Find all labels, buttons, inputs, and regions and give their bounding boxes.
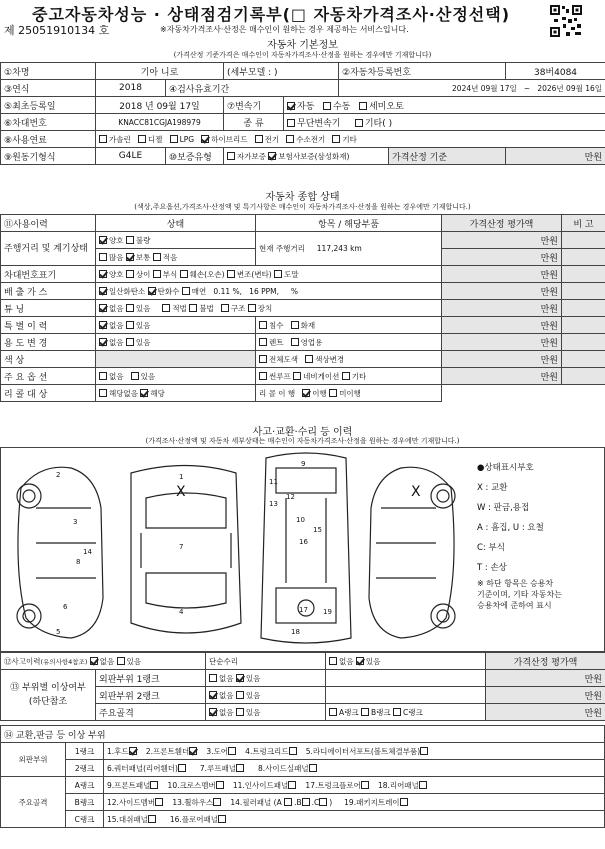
tuning-label: 튜 닝 [1,300,96,317]
note-color [562,351,605,368]
note-usage [562,334,605,351]
outer2-none-checkbox[interactable] [209,691,217,699]
h-item: 항목 / 해당부품 [256,215,442,232]
recall-history: 리 콜 이 행 이행 미이행 [256,385,442,402]
hc-checkbox[interactable] [148,287,156,295]
part-number: 17 [299,606,308,614]
trans-cvt-checkbox[interactable] [287,119,295,127]
basic-info-table [0,62,605,165]
legend-item: W : 판금,용접 [477,503,530,513]
engine: G4LE [96,148,166,165]
warranty-self-checkbox[interactable] [227,152,235,160]
part-6-checkbox[interactable] [178,764,186,772]
tuning-options: 없음 있음 적법 불법 구조 장치 [96,300,442,317]
transmission-options-2: 무단변속기 기타( ) [284,114,605,131]
full-paint-checkbox[interactable] [259,355,267,363]
color-state [96,351,256,368]
note-option [562,368,605,385]
part-number: 1 [179,473,184,481]
tuning-exist-checkbox[interactable] [126,304,134,312]
trans-manual-checkbox[interactable] [323,102,331,110]
legend-item: A : 흠집, U : 요철 [477,523,544,533]
price-meter: 만원 [442,232,562,249]
meter-good-checkbox[interactable] [99,236,107,244]
note-vin [562,266,605,283]
engine-label: ⑨원동기형식 [1,148,96,165]
vin-mark-label: 차대번호표기 [1,266,96,283]
accident-table-section [0,652,605,721]
pillar-c-checkbox[interactable] [319,798,327,806]
option-state: 없음 있음 [96,368,256,385]
tuning-illegal-checkbox[interactable] [189,304,197,312]
damage-mark-top: X [176,484,186,500]
part-1-checkbox[interactable] [129,747,137,755]
meter-state: 양호 불량 [96,232,256,249]
usage-items: 렌트 영업용 [256,334,442,351]
flood-checkbox[interactable] [259,321,267,329]
vin: KNACC81CGJA198979 [96,114,224,131]
legend-note: ※ 하단 항목은 승용차 [477,579,554,588]
note-special [562,317,605,334]
rank2-items: 6.쿼터패널(리어휀더) 7.루프패널 8.사이드실패널 [104,760,605,777]
part-11-checkbox[interactable] [288,781,296,789]
basic-info-title: 자동차 기본정보 [267,40,338,51]
tuning-device-checkbox[interactable] [248,304,256,312]
transmission-options: 자동 수동 세미오토 [284,97,605,114]
part-17-checkbox[interactable] [361,781,369,789]
fuel-hydrogen-checkbox[interactable] [286,135,294,143]
special-none-checkbox[interactable] [99,321,107,329]
part-number: 4 [179,608,184,616]
option-etc-checkbox[interactable] [342,372,350,380]
rankA-label: A랭크 [66,777,104,794]
history-exist-checkbox[interactable] [117,657,125,665]
b-rank-checkbox[interactable] [361,708,369,716]
part-number: 14 [83,548,92,556]
vin-alter-checkbox[interactable] [227,270,235,278]
part-number: 10 [296,516,305,524]
part-number: 5 [56,628,61,636]
mileage-normal-checkbox[interactable] [126,253,134,261]
h-note: 비 고 [562,215,605,232]
legend-item: C: 부식 [477,543,505,553]
frame-label: 주요골격 [96,704,206,721]
legend-item: T : 손상 [477,563,507,573]
frame-exist-checkbox[interactable] [236,708,244,716]
note-tuning [562,300,605,317]
frame-section-label: 주요골격 [1,777,66,828]
rankC-items: 15.대쉬패널 16.플로어패널 [104,811,605,828]
price-outer1: 만원 [486,670,605,687]
price-mileage: 만원 [442,249,562,266]
frame-options: 없음 있음 [206,704,326,721]
rank2-label: 2랭크 [66,760,104,777]
part-3-checkbox[interactable] [228,747,236,755]
part-15-checkbox[interactable] [148,815,156,823]
part-2-checkbox[interactable] [189,747,197,755]
tuning-none-checkbox[interactable] [99,304,107,312]
reg-no: 38버4084 [506,63,605,80]
mileage-cell: 현재 주행거리 117,243 km [256,232,442,266]
part-number: 18 [291,628,300,636]
simple-repair: 단순수리 [206,653,326,670]
h-price: 가격산정 평가액 [442,215,562,232]
status-subtitle: (색상,주요옵션,가격조사·산정액 및 특기사항은 매수인이 자동차가격조사·산정을 원하는 경우에만 기재합니다.) [134,203,471,211]
recall-state: 해당없음 해당 [96,385,256,402]
part-number: 6 [63,603,68,611]
trans-semi-checkbox[interactable] [359,102,367,110]
outer1-options: 없음 있음 [206,670,326,687]
price-frame: 만원 [486,704,605,721]
part-number: 15 [313,526,322,534]
price-outer2: 만원 [486,687,605,704]
first-reg-label: ⑤최초등록일 [1,97,96,114]
option-label: 주 요 옵 션 [1,368,96,385]
price-option: 만원 [442,368,562,385]
accident-heading [0,423,605,447]
car-name: 기아 니로 [96,63,224,80]
rankB-items: 12.사이드멤버 13.휠하우스 14.필러패널 (A .B .C ) 19.패키지트레이 [104,794,605,811]
price-tuning: 만원 [442,300,562,317]
accident-table [0,652,605,721]
basic-info-section [0,36,605,165]
recall-done-checkbox[interactable] [302,389,310,397]
form-title: 중고자동차성능 · 상태점검기록부(□ 자동차가격조사·산정선택) [32,5,511,24]
type-label: 종 류 [224,114,284,131]
outer1-none-checkbox[interactable] [209,674,217,682]
detail-model: (세부모델 : ) [224,63,339,80]
fuel-etc-checkbox[interactable] [332,135,340,143]
h-use: ⑪사용이력 [1,215,96,232]
part-label: ⑬ 부위별 이상여부 (하단참조 [1,670,96,721]
special-items: 침수 화재 [256,317,442,334]
part-number: 7 [179,543,184,551]
usage-none-checkbox[interactable] [99,338,107,346]
outer1-exist-checkbox[interactable] [236,674,244,682]
mileage-state: 많음 보통 적음 [96,249,256,266]
part-number: 19 [323,608,332,616]
part-number: 13 [269,500,278,508]
pillar-a-checkbox[interactable] [284,798,292,806]
vin-label: ⑥차대번호 [1,114,96,131]
fuel-hybrid-checkbox[interactable] [201,135,209,143]
special-state: 없음 있음 [96,317,256,334]
qr-code-icon [549,4,583,38]
pillar-b-checkbox[interactable] [302,798,310,806]
outer2-options: 없음 있음 [206,687,326,704]
legend-note: 기준이며, 기타 자동차는 [477,590,562,599]
h-state: 상태 [96,215,256,232]
vin-stolen-checkbox[interactable] [274,270,282,278]
service-notice: ※자동차가격조사·산정은 매수인이 원하는 경우 제공하는 서비스입니다. [160,25,409,34]
trans-auto-checkbox[interactable] [287,102,295,110]
legend-title: ●상태표시부호 [477,463,534,473]
usage-state: 없음 있음 [96,334,256,351]
rank1-label: 1랭크 [66,743,104,760]
note-meter [562,232,605,249]
rankC-label: C랭크 [66,811,104,828]
tuning-structure-checkbox[interactable] [221,304,229,312]
warranty-ins-checkbox[interactable] [268,152,276,160]
color-items: 전체도색 색상변경 [256,351,442,368]
special-exist-checkbox[interactable] [126,321,134,329]
rankA-items: 9.프론트패널 10.크로스멤버 11.인사이드패널 17.트렁크플로어 18.리어패널 [104,777,605,794]
vin-mismatch-checkbox[interactable] [126,270,134,278]
reg-no-label: ②자동차등록번호 [339,63,506,80]
accident-price-label: 가격산정 평가액 [486,653,605,670]
first-reg: 2018 년 09월 17일 [96,97,224,114]
note-emission [562,283,605,300]
tuning-legal-checkbox[interactable] [162,304,170,312]
usage-exist-checkbox[interactable] [126,338,134,346]
damage-mark-right: X [411,484,421,500]
outer2-exist-checkbox[interactable] [236,691,244,699]
trans-etc-checkbox[interactable] [355,119,363,127]
option-exist-checkbox[interactable] [131,372,139,380]
vin-damage-checkbox[interactable] [180,270,188,278]
vin-corrode-checkbox[interactable] [153,270,161,278]
year: 2018 [96,80,166,97]
rank1-items: 1.후드 2.프론트휀더 3.도어 4.트렁크리드 5.라디에이터서포트(볼트체결부품) [104,743,605,760]
emission-label: 배 출 가 스 [1,283,96,300]
outer1-blank [326,670,486,687]
special-label: 특 별 이 력 [1,317,96,334]
price-basis-value: 만원 [506,148,605,165]
price-vin: 만원 [442,266,562,283]
part-12-checkbox[interactable] [155,798,163,806]
c-rank-checkbox[interactable] [393,708,401,716]
doc-number-value: 25051910134 [18,24,96,37]
rent-checkbox[interactable] [259,338,267,346]
frame-none-checkbox[interactable] [209,708,217,716]
legend-item: X : 교환 [477,483,508,493]
exchange-title: ⑭ 교환,판금 등 이상 부위 [1,726,605,743]
fuel-options: 가솔린 디젤 LPG 하이브리드 전기 수소전기 기타 [96,131,605,148]
fuel-gas-checkbox[interactable] [99,135,107,143]
price-emission: 만원 [442,283,562,300]
part-8-checkbox[interactable] [309,764,317,772]
outer1-label: 외판부위 1랭크 [96,670,206,687]
price-special: 만원 [442,317,562,334]
part-number: 3 [73,518,78,526]
emission-options: 일산화탄소 탄화수 매연 0.11 %, 16 PPM, % [96,283,442,300]
exchange-section [0,725,605,828]
option-items: 썬루프 네비게이션 기타 [256,368,442,385]
recall-none-checkbox[interactable] [99,389,107,397]
fuel-lpg-checkbox[interactable] [170,135,178,143]
fuel-label: ⑧사용연료 [1,131,96,148]
repair-exist-checkbox[interactable] [356,657,364,665]
color-label: 색 상 [1,351,96,368]
fuel-diesel-checkbox[interactable] [138,135,146,143]
smoke-checkbox[interactable] [182,287,190,295]
price-basis-label: 가격산정 기준 [389,148,506,165]
part-16-checkbox[interactable] [218,815,226,823]
outer2-label: 외판부위 2랭크 [96,687,206,704]
status-section [0,188,605,402]
outer2-blank [326,687,486,704]
status-title: 자동차 종합 상태 [265,192,340,203]
part-9-checkbox[interactable] [150,781,158,789]
basic-info-subtitle: (가격산정 기준가격은 매수인이 자동차가격조사·산정을 원하는 경우에만 기재합니다) [173,51,432,59]
repair-none-checkbox[interactable] [329,657,337,665]
part-19-checkbox[interactable] [400,798,408,806]
exchange-table [0,725,605,828]
fire-checkbox[interactable] [291,321,299,329]
part-13-checkbox[interactable] [213,798,221,806]
valid-range: 2024년 09월 17일 ~ 2026년 09월 16일 [339,80,605,97]
option-none-checkbox[interactable] [99,372,107,380]
mileage-value: 117,243 km [316,244,362,253]
part-number: 2 [56,471,61,479]
a-rank-checkbox[interactable] [329,708,337,716]
accident-title: 사고·교환·수리 등 이력 [252,427,353,438]
price-usage: 만원 [442,334,562,351]
part-10-checkbox[interactable] [216,781,224,789]
part-number: 16 [299,538,308,546]
usage-label: 용 도 변 경 [1,334,96,351]
meter-bad-checkbox[interactable] [126,236,134,244]
warranty-options: 자가보증 보험사보증(삼성화재) [224,148,389,165]
part-7-checkbox[interactable] [236,764,244,772]
vin-mark-options: 양호 상이 부식 훼손(오손) 변조(변타) 도말 [96,266,442,283]
mileage-few-checkbox[interactable] [153,253,161,261]
business-checkbox[interactable] [291,338,299,346]
recall-yes-checkbox[interactable] [140,389,148,397]
co-checkbox[interactable] [99,287,107,295]
price-color: 만원 [442,351,562,368]
accident-subtitle: (가격조사·산정액 및 자동차 세부상태는 매수인이 자동차가격조사·산정을 원하는 경우에만 기재합니다.) [145,437,460,445]
mileage-many-checkbox[interactable] [99,253,107,261]
fuel-electric-checkbox[interactable] [255,135,263,143]
part-number: 11 [269,478,278,486]
vin-good-checkbox[interactable] [99,270,107,278]
status-table [0,214,605,402]
car-name-label: ①차명 [1,63,96,80]
part-number: 12 [286,493,295,501]
color-change-checkbox[interactable] [305,355,313,363]
part-number: 9 [301,460,306,468]
document-number: 제 25051910134 호 [4,24,110,37]
outer-label: 외판부위 [1,743,66,777]
frame-ranks: A랭크 B랭크 C랭크 [326,704,486,721]
part-4-checkbox[interactable] [289,747,297,755]
simple-repair-options: 없음 있음 [326,653,486,670]
legend-note: 승용차에 준하여 표시 [477,601,552,610]
recall-blank [442,385,605,402]
history-label: ⑫사고이력(유의사항4참조) 없음 있음 [1,653,206,670]
note-mileage [562,249,605,266]
recall-label: 리 콜 대 상 [1,385,96,402]
mileage-label: 주행거리 및 계기상태 [1,232,96,266]
warranty-label: ⑩보증유형 [166,148,224,165]
rankB-label: B랭크 [66,794,104,811]
status-legend [477,458,601,611]
part-18-checkbox[interactable] [419,781,427,789]
car-diagram-panel [0,447,605,652]
car-diagram-icon [1,448,471,651]
sunroof-checkbox[interactable] [259,372,267,380]
part-5-checkbox[interactable] [420,747,428,755]
navigation-checkbox[interactable] [293,372,301,380]
trans-label: ⑦변속기 [224,97,284,114]
part-number: 8 [76,558,81,566]
recall-not-done-checkbox[interactable] [329,389,337,397]
history-none-checkbox[interactable] [90,657,98,665]
year-label: ③연식 [1,80,96,97]
valid-label: ④검사유효기간 [166,80,339,97]
